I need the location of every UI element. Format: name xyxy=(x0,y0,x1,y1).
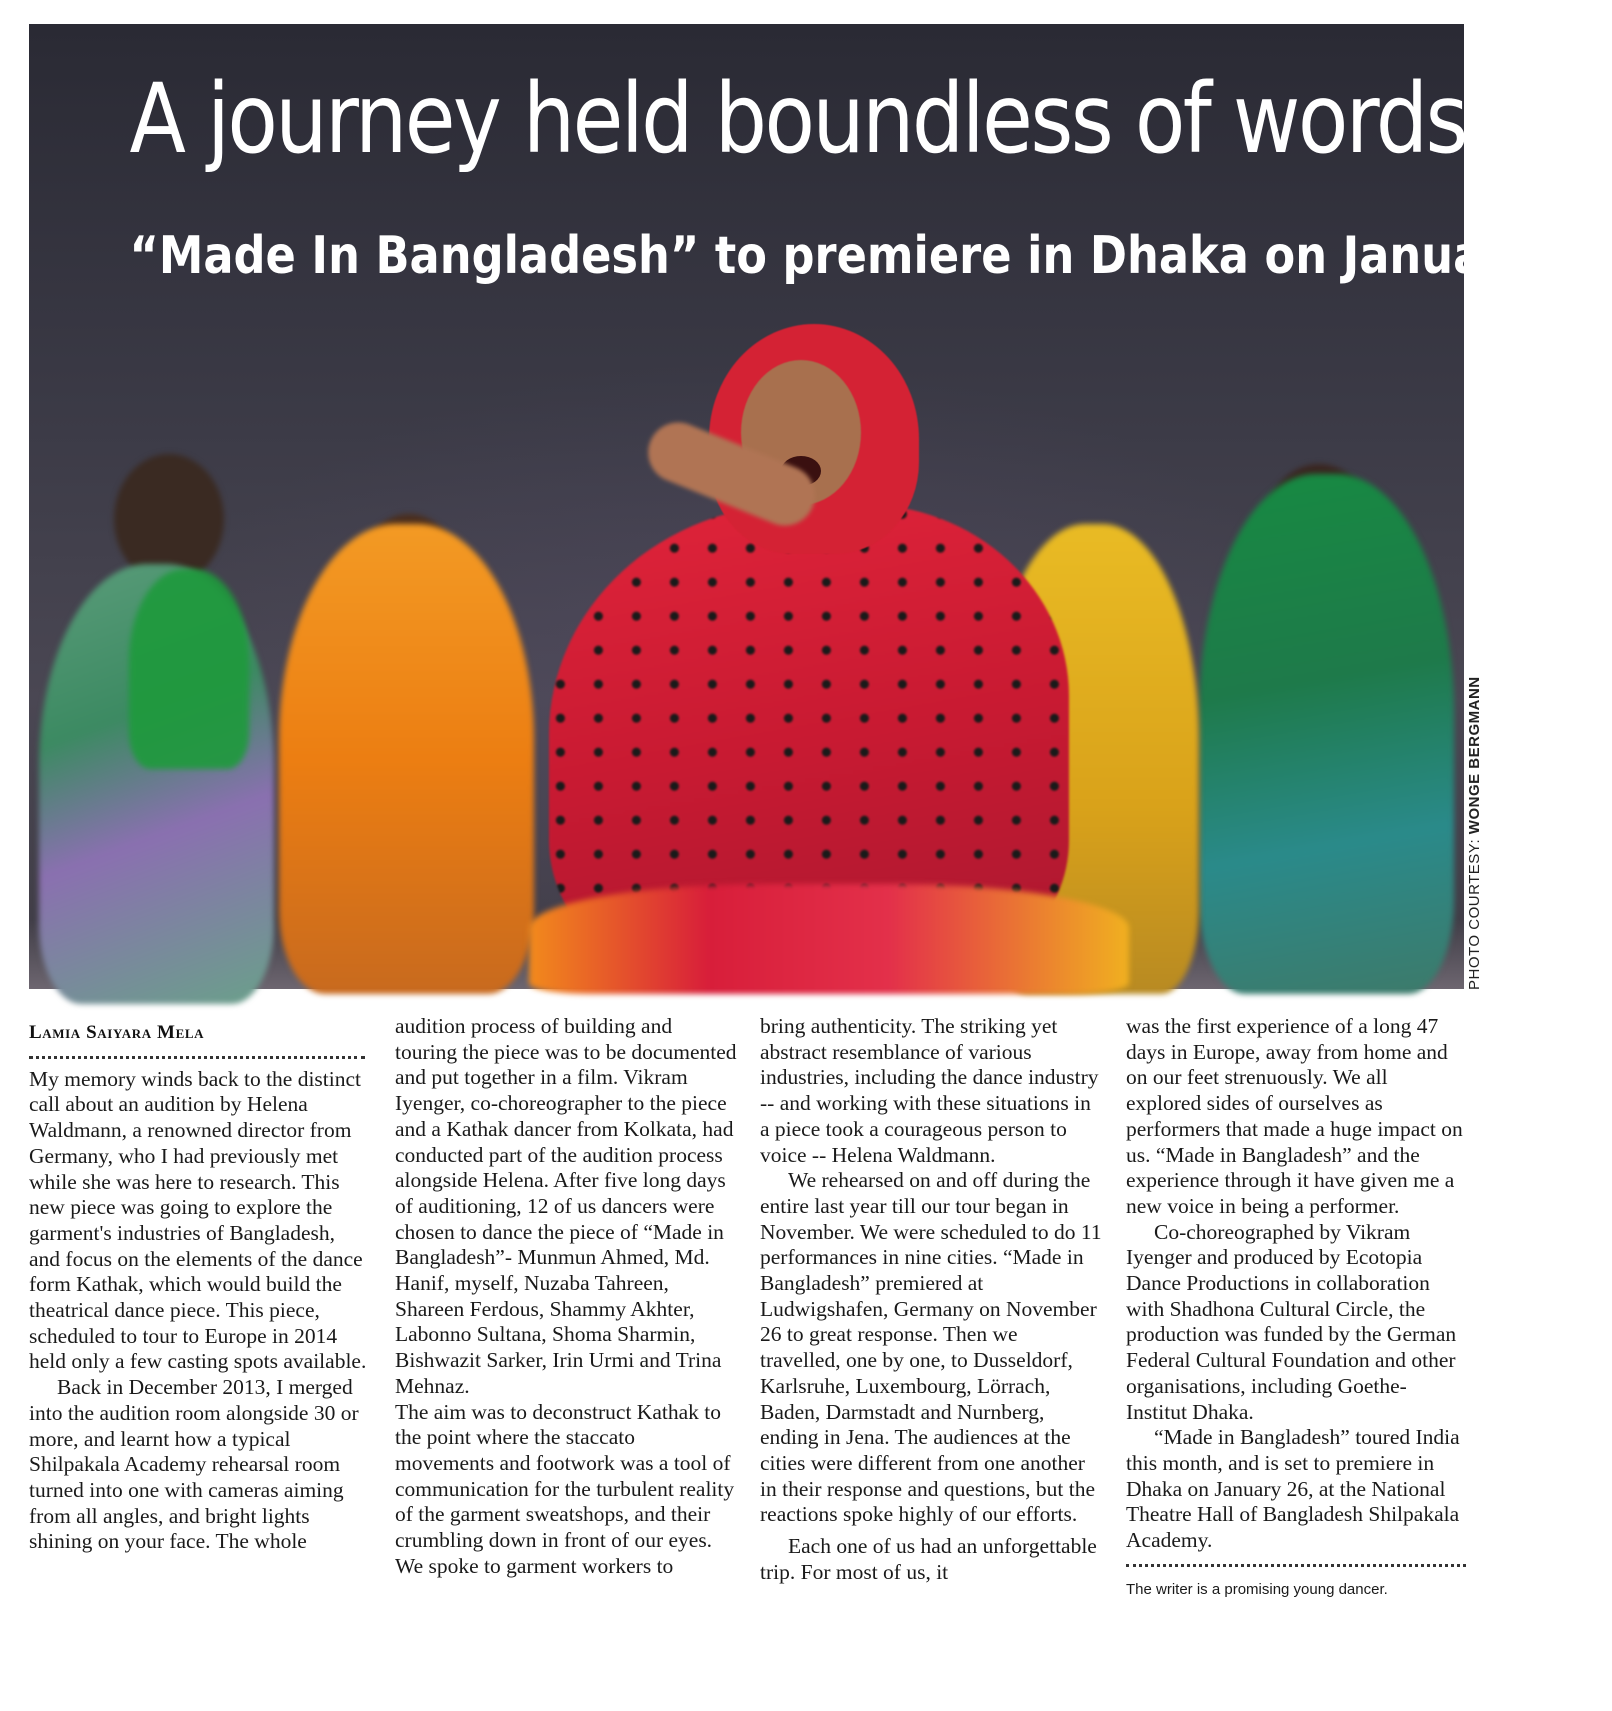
column-1 xyxy=(29,1014,371,1555)
column-4 xyxy=(1126,1014,1466,1602)
paragraph: Co-choreographed by Vikram Iyenger and produced by Ecotopia Dance Productions in collaboration with Shadhona Cultural Circle, the production was funded by the German Federal Cultural Foundation and other organisations, including Goethe-Institut Dhaka. xyxy=(1126,1219,1457,1424)
paragraph: was the first experience of a long 47 days in Europe, away from home and on our feet strenuously. We all explored sides of ourselves as performers that made a huge impact on us. “Made in Bangladesh” and the experience through it have given me a new voice in being a performer. xyxy=(1126,1014,1463,1218)
paragraph: Each one of us had an unforgettable trip. For most of us, it xyxy=(760,1534,1097,1584)
photo-credit-label: PHOTO COURTESY: xyxy=(1466,834,1483,990)
dancer-right-green xyxy=(1199,474,1454,994)
column-3 xyxy=(760,1014,1102,1585)
paragraph: audition process of building and touring the piece was to be documented and put together in a film. Vikram Iyenger, co-choreographer to the piece and a Kathak dancer from Kolkata, had conducted part of the audition process alongside Helena. After five long days of auditioning, 12 of us dancers were chosen to dance the piece of “Made in Bangladesh”- Munmun Ahmed, Md. Hanif, myself, Nuzaba Tahreen, Shareen Ferdous, Shammy Akhter, Labonno Sultana, Shoma Sharmin, Bishwazit Sarker, Irin Urmi and Trina Mehnaz. xyxy=(395,1014,737,1398)
headline: A journey held boundless of words xyxy=(129,63,1466,175)
paragraph: My memory winds back to the distinct call about an audition by Helena Waldmann, a renowned director from Germany, who I had previously met while she was here to research. This new piece was going to explore the garment's industries of Bangladesh, and focus on the elements of the dance form Kathak, which would build the theatrical dance piece. This piece, scheduled to tour to Europe in 2014 held only a few casting spots available. xyxy=(29,1066,367,1374)
paragraph: We rehearsed on and off during the entire last year till our tour began in November. We were scheduled to do 11 performances in nine cities. “Made in Bangladesh” premiered at Ludwigshafen, Germany on November 26 to great response. Then we travelled, one by one, to Dusseldorf, Karlsruhe, Luxembourg, Lörrach, Baden, Darmstadt and Nurnberg, ending in Jena. The audiences at the cities were different from one another in their response and questions, but the reactions spoke highly of our efforts. xyxy=(760,1168,1102,1527)
subhead-rest: to premiere in Dhaka on January 26 xyxy=(699,226,1612,286)
photo-credit xyxy=(1466,676,1483,990)
dancer-orange xyxy=(279,524,534,994)
paragraph: “Made in Bangladesh” toured India this month, and is set to premiere in Dhaka on January 26, at the National Theatre Hall of Bangladesh Shilpakala Academy. xyxy=(1126,1425,1460,1553)
subhead xyxy=(129,224,1612,288)
photo-credit-name: WONGE BERGMANN xyxy=(1466,676,1483,835)
lead-dancer-skirt xyxy=(529,884,1129,994)
writer-note: The writer is a promising young dancer. xyxy=(1126,1564,1466,1603)
byline: Lamia Saiyara Mela xyxy=(29,1022,205,1043)
dancer-left-scarf xyxy=(129,569,249,769)
subhead-show-title: “Made In Bangladesh” xyxy=(129,226,700,286)
paragraph: Back in December 2013, I merged into the audition room alongside 30 or more, and learnt how a typical Shilpakala Academy rehearsal room turned into one with cameras aiming from all angles, and bright lights shining on your face. The whole xyxy=(29,1375,359,1554)
paragraph: bring authenticity. The striking yet abstract resemblance of various industries, including the dance industry -- and working with these situations in a piece took a courageous person to voice -- Helena Waldmann. xyxy=(760,1014,1099,1167)
paragraph: The aim was to deconstruct Kathak to the point where the staccato movements and footwork was a tool of communication for the turbulent reality of the garment sweatshops, and their crumbling down in front of our eyes. We spoke to garment workers to xyxy=(395,1399,735,1578)
column-2 xyxy=(395,1014,737,1579)
byline-divider xyxy=(29,1056,365,1059)
